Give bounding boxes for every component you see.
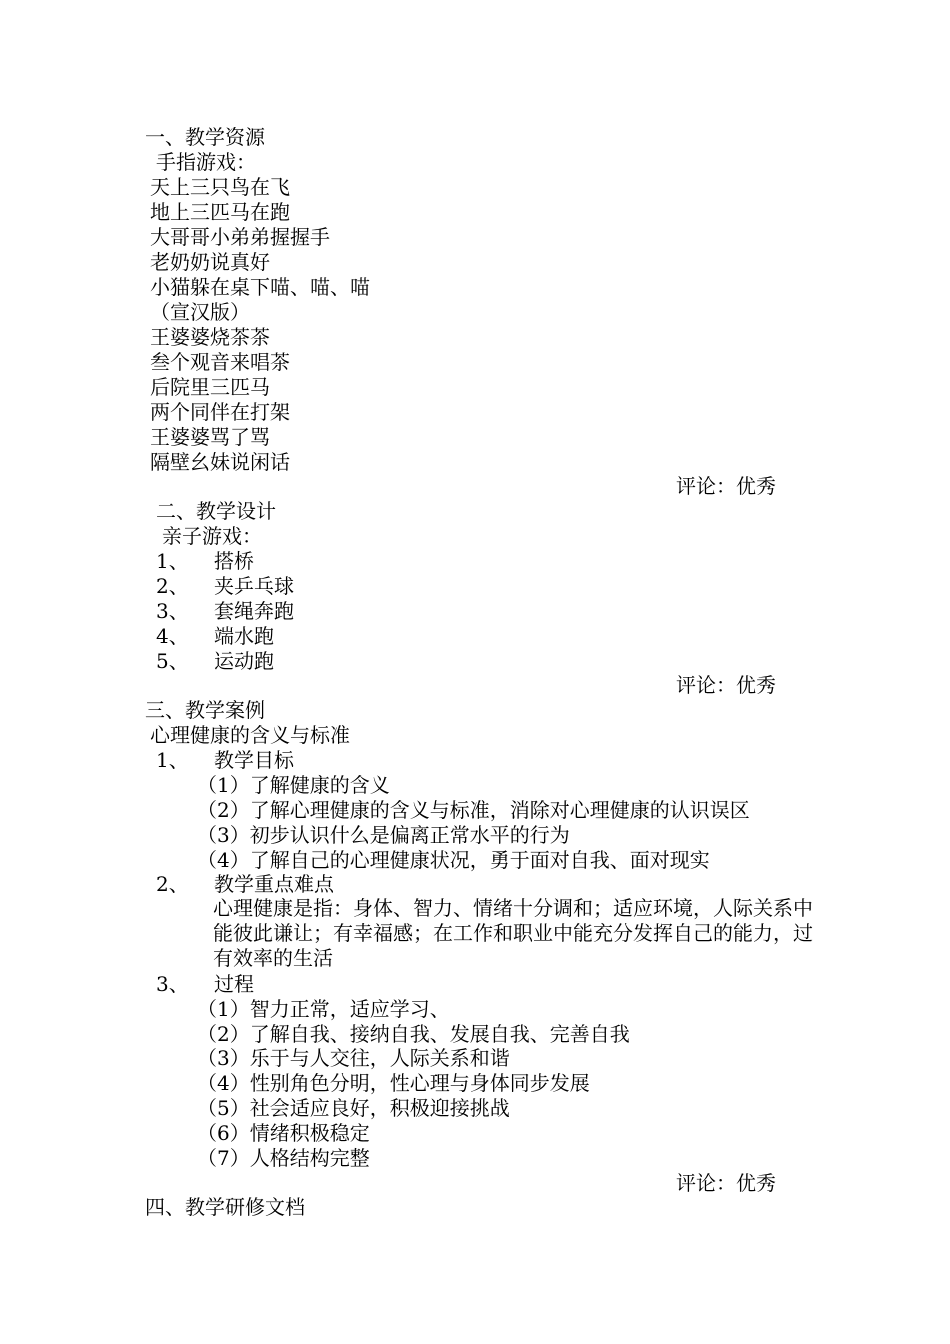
section-heading-design: 二、教学设计 [156,499,276,523]
list-number: 1、 [156,748,189,772]
list-number: 1、 [156,549,189,573]
process-item: （4）性别角色分明，性心理与身体同步发展 [197,1071,590,1095]
list-text: 夹乒乓球 [214,574,294,598]
key-points-paragraph: 心理健康是指：身体、智力、情绪十分调和；适应环境，人际关系中能彼此谦让；有幸福感；在工作和职业中能充分发挥自己的能力，过有效率的生活 [213,896,813,970]
list-text: 运动跑 [214,649,274,673]
subsection-label: 教学重点难点 [214,872,334,896]
rhyme-line: 后院里三匹马 [150,375,270,399]
list-item [156,549,254,574]
rhyme-line: 地上三匹马在跑 [150,200,290,224]
case-subsection-process [156,972,254,997]
list-number: 4、 [156,624,189,648]
process-item: （2）了解自我、接纳自我、发展自我、完善自我 [197,1022,630,1046]
process-item: （6）情绪积极稳定 [197,1121,370,1145]
rhyme-line: 隔壁幺妹说闲话 [150,450,290,474]
list-item [156,599,294,624]
section-heading-case: 三、教学案例 [145,698,265,722]
rhyme-line: 王婆婆烧茶茶 [150,325,270,349]
subheading-parent-child-game: 亲子游戏： [162,524,262,548]
rhyme-line: 小猫躲在桌下喵、喵、喵 [150,275,370,299]
list-number: 3、 [156,599,189,623]
rhyme-line: 王婆婆骂了骂 [150,425,270,449]
rhyme-line: （宣汉版） [150,300,250,324]
rhyme-line: 大哥哥小弟弟握握手 [150,225,330,249]
rhyme-line: 老奶奶说真好 [150,250,270,274]
process-item: （3）乐于与人交往，人际关系和谐 [197,1046,510,1070]
subsection-label: 过程 [214,972,254,996]
list-text: 端水跑 [214,624,274,648]
list-number: 3、 [156,972,189,996]
goal-item: （2）了解心理健康的含义与标准，消除对心理健康的认识误区 [197,798,750,822]
subheading-finger-game: 手指游戏： [156,150,256,174]
list-item [156,624,274,649]
list-item [156,574,294,599]
case-subsection-goals [156,748,294,773]
rhyme-line: 两个同伴在打架 [150,400,290,424]
process-item: （5）社会适应良好，积极迎接挑战 [197,1096,510,1120]
case-subsection-key-points [156,872,334,897]
comment-rating: 评论：优秀 [676,474,776,498]
list-number: 5、 [156,649,189,673]
list-item [156,649,274,674]
subsection-label: 教学目标 [214,748,294,772]
section-heading-research-docs: 四、教学研修文档 [145,1195,305,1219]
section-heading-resources: 一、教学资源 [145,125,265,149]
case-title: 心理健康的含义与标准 [150,723,350,747]
rhyme-line: 天上三只鸟在飞 [150,175,290,199]
list-number: 2、 [156,872,189,896]
goal-item: （1）了解健康的含义 [197,773,390,797]
comment-rating: 评论：优秀 [676,673,776,697]
process-item: （7）人格结构完整 [197,1146,370,1170]
goal-item: （4）了解自己的心理健康状况，勇于面对自我、面对现实 [197,848,710,872]
process-item: （1）智力正常，适应学习、 [197,997,450,1021]
list-text: 搭桥 [214,549,254,573]
comment-rating: 评论：优秀 [676,1171,776,1195]
list-number: 2、 [156,574,189,598]
list-text: 套绳奔跑 [214,599,294,623]
goal-item: （3）初步认识什么是偏离正常水平的行为 [197,823,570,847]
rhyme-line: 叁个观音来唱茶 [150,350,290,374]
